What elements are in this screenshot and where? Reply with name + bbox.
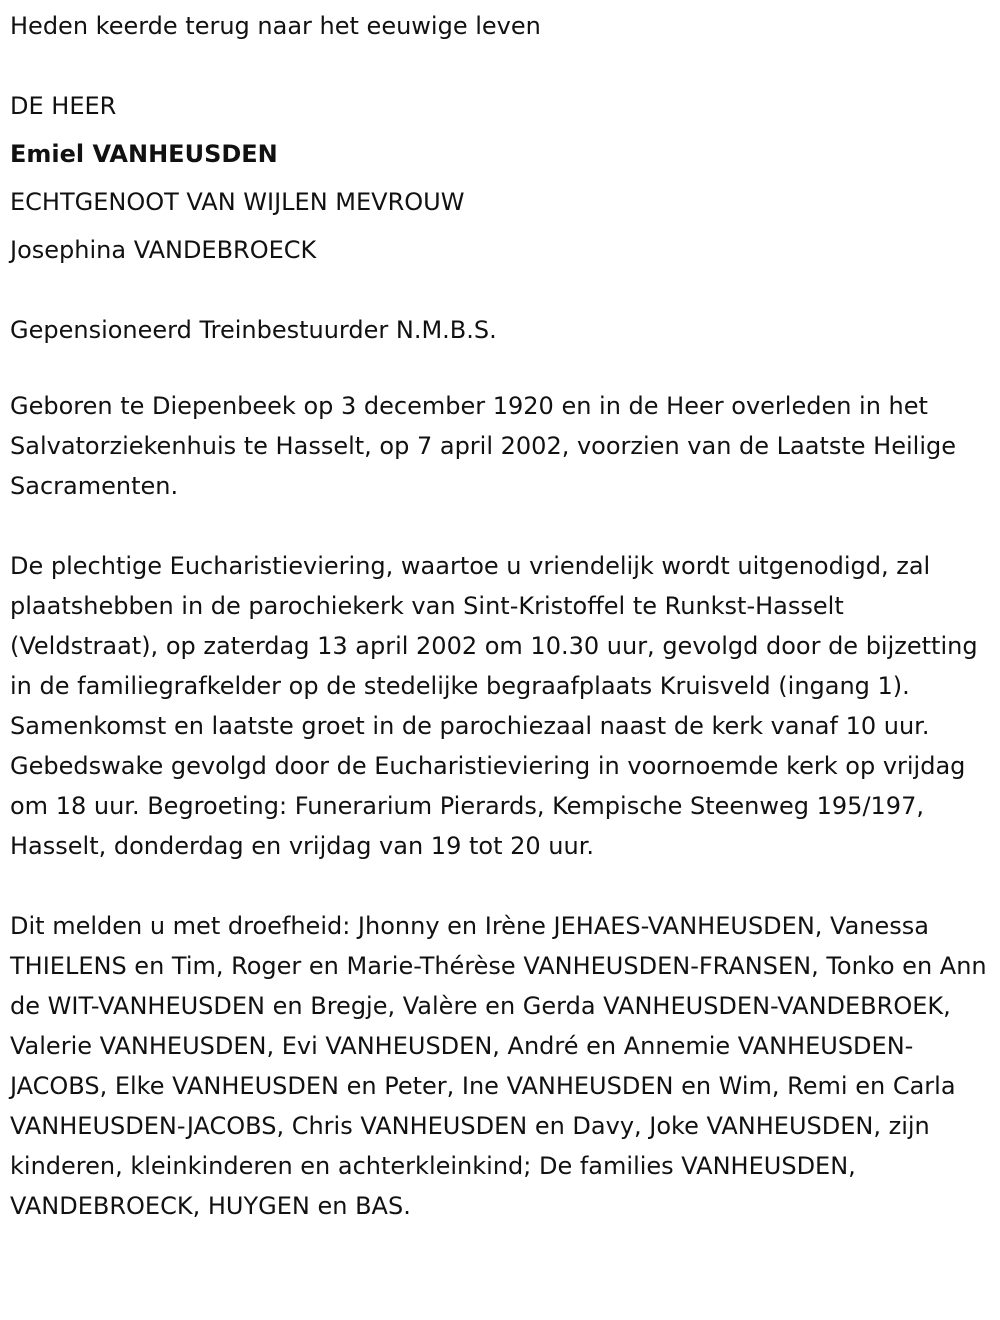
birth-death-paragraph: Geboren te Diepenbeek op 3 december 1920 en in de Heer overleden in het Salvatorziekenhuis te Hasselt, op 7 april 2002, voorzien van de Laatste Heilige Sacramenten. bbox=[10, 392, 956, 500]
intro-line: Heden keerde terug naar het eeuwige leven bbox=[10, 12, 541, 40]
obituary-notice bbox=[10, 0, 995, 1226]
ceremony-paragraph: De plechtige Eucharistieviering, waartoe u vriendelijk wordt uitgenodigd, zal plaatshebben in de parochiekerk van Sint-Kristoffel te Runkst-Hasselt (Veldstraat), op zaterdag 13 april 2002 om 10.30 uur, gevolgd door de bijzetting in de familiegrafkelder op de stedelijke begraafplaats Kruisveld (ingang 1). Samenkomst en laatste groet in de parochiezaal naast de kerk vanaf 10 uur. Gebedswake gevolgd door de Eucharistieviering in voornoemde kerk op vrijdag om 18 uur. Begroeting: Funerarium Pierards, Kempische Steenweg 195/197, Hasselt, donderdag en vrijdag van 19 tot 20 uur. bbox=[10, 552, 978, 860]
spacer bbox=[10, 866, 995, 906]
family-paragraph: Dit melden u met droefheid: Jhonny en Irène JEHAES-VANHEUSDEN, Vanessa THIELENS en Tim, Roger en Marie-Thérèse VANHEUSDEN-FRANSEN, Tonko en Ann de WIT-VANHEUSDEN en Bregje, Valère en Gerda VANHEUSDEN-VANDEBROEK, Valerie VANHEUSDEN, Evi VANHEUSDEN, André en Annemie VANHEUSDEN-JACOBS, Elke VANHEUSDEN en Peter, Ine VANHEUSDEN en Wim, Remi en Carla VANHEUSDEN-JACOBS, Chris VANHEUSDEN en Davy, Joke VANHEUSDEN, zijn kinderen, kleinkinderen en achterkleinkind; De families VANHEUSDEN, VANDEBROECK, HUYGEN en BAS. bbox=[10, 912, 987, 1220]
occupation-line: Gepensioneerd Treinbestuurder N.M.B.S. bbox=[10, 316, 497, 344]
spouse-name: Josephina VANDEBROECK bbox=[10, 236, 317, 264]
spacer bbox=[10, 506, 995, 546]
spacer bbox=[10, 354, 995, 386]
spouse-label: ECHTGENOOT VAN WIJLEN MEVROUW bbox=[10, 188, 465, 216]
spacer bbox=[10, 274, 995, 306]
deceased-name: Emiel VANHEUSDEN bbox=[10, 140, 278, 168]
spacer bbox=[10, 50, 995, 82]
title-line: DE HEER bbox=[10, 92, 117, 120]
